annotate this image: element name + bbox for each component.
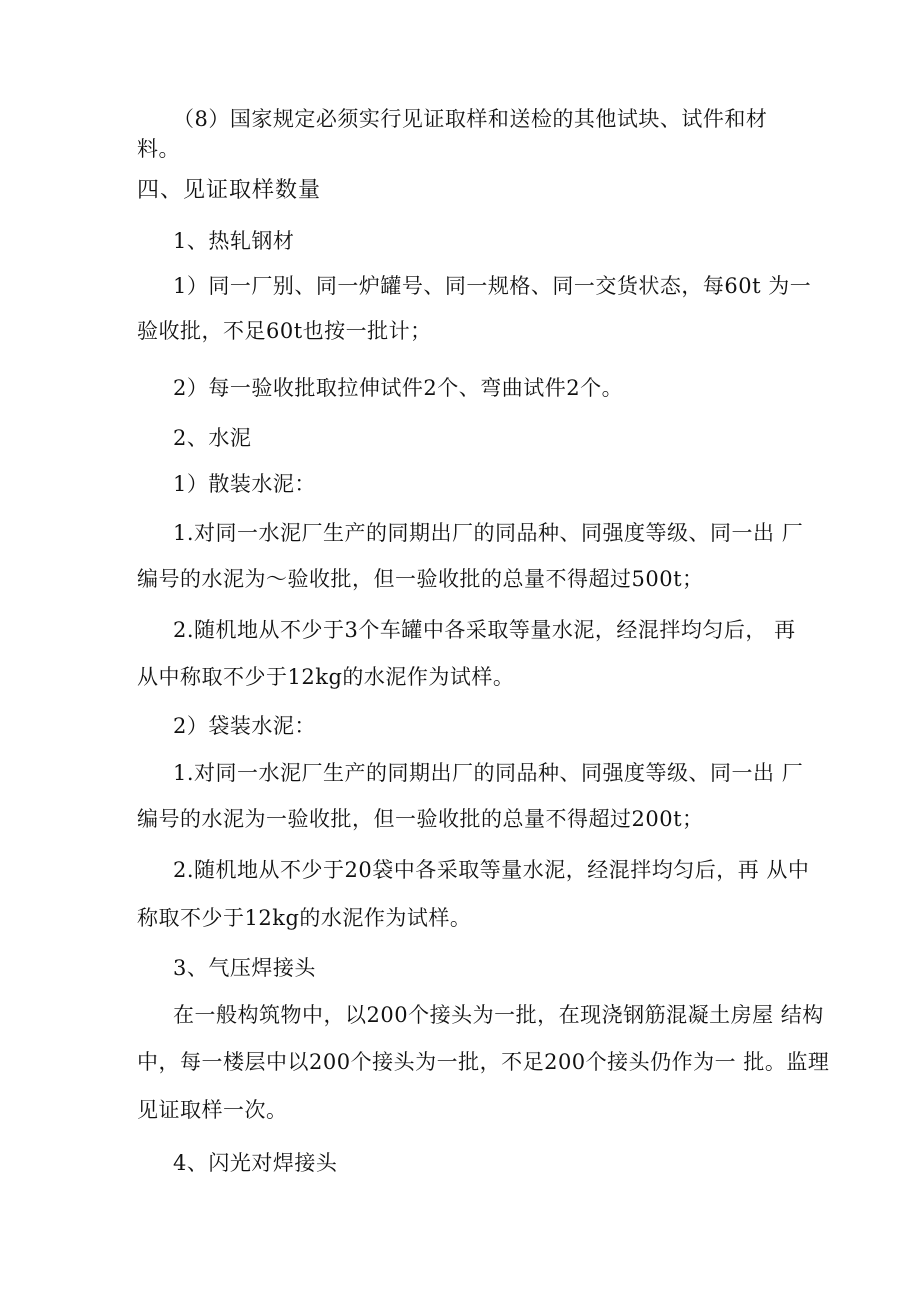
paragraph-line: 见证取样一次。 (137, 1098, 288, 1122)
paragraph-line: 称取不少于12kg的水泥作为试样。 (137, 906, 472, 930)
paragraph-line: 编号的水泥为一验收批，但一验收批的总量不得超过200t； (137, 807, 704, 831)
paragraph-line: 2）每一验收批取拉伸试件2个、弯曲试件2个。 (173, 376, 624, 400)
paragraph-line: 1）散装水泥： (173, 472, 316, 496)
paragraph-line: （8）国家规定必须实行见证取样和送检的其他试块、试件和材 (173, 107, 768, 131)
paragraph-line: 料。 (137, 137, 180, 161)
paragraph-line: 中，每一楼层中以200个接头为一批，不足200个接头仍作为一 批。监理 (137, 1050, 830, 1074)
paragraph-line: 2.随机地从不少于20袋中各采取等量水泥，经混拌均匀后，再 从中 (173, 858, 810, 882)
paragraph-line: 1.对同一水泥厂生产的同期出厂的同品种、同强度等级、同一出 厂 (173, 761, 804, 785)
paragraph-line: 1.对同一水泥厂生产的同期出厂的同品种、同强度等级、同一出 厂 (173, 521, 804, 545)
paragraph-line: 编号的水泥为～验收批，但一验收批的总量不得超过500t； (137, 567, 704, 591)
subsection-heading: 4、闪光对焊接头 (173, 1151, 338, 1175)
paragraph-line: 2）袋装水泥： (173, 714, 316, 738)
paragraph-line: 1）同一厂别、同一炉罐号、同一规格、同一交货状态，每60t 为一 (173, 274, 812, 298)
section-heading: 四、见证取样数量 (137, 178, 322, 203)
paragraph-line: 2.随机地从不少于3个车罐中各采取等量水泥，经混拌均匀后， 再 (173, 618, 796, 642)
subsection-heading: 2、水泥 (173, 426, 252, 450)
paragraph-line: 验收批，不足60t也按一批计； (137, 319, 432, 343)
paragraph-line: 在一般构筑物中，以200个接头为一批，在现浇钢筋混凝土房屋 结构 (173, 1003, 824, 1027)
subsection-heading: 1、热轧钢材 (173, 229, 295, 253)
paragraph-line: 从中称取不少于12kg的水泥作为试样。 (137, 665, 515, 689)
subsection-heading: 3、气压焊接头 (173, 956, 316, 980)
